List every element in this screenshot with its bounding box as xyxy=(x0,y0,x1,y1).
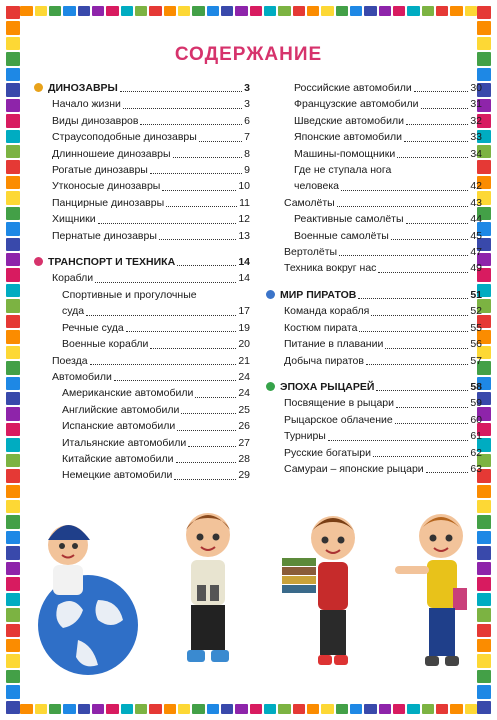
toc-section-pirates[interactable] xyxy=(266,287,482,303)
toc-item-car-1[interactable]: Английские автомобили 25 xyxy=(62,403,250,416)
toc-item-trains[interactable]: Поезда 21 xyxy=(52,354,250,367)
toc-item-tech-around[interactable]: Техника вокруг нас 49 xyxy=(284,262,482,275)
toc-item-cars[interactable]: Автомобили 24 xyxy=(52,370,250,383)
toc-item-car-2[interactable]: Испанские автомобили 26 xyxy=(62,420,250,433)
left-rainbow-border xyxy=(6,6,20,714)
toc-item-pirates-2[interactable]: Питание в плавании 56 xyxy=(284,338,482,351)
section-title: МИР ПИРАТОВ xyxy=(280,288,357,301)
books-boy-illustration xyxy=(278,510,368,680)
binocular-boy-illustration xyxy=(173,505,243,680)
page-number: 58 xyxy=(470,380,482,393)
toc-right-column xyxy=(266,80,482,477)
toc-item-knights-4[interactable]: Самураи – японские рыцари 63 xyxy=(284,462,482,475)
toc-item-sport-boats[interactable]: Спортивные и прогулочные суда 17 xyxy=(62,288,250,318)
section-title: ДИНОЗАВРЫ xyxy=(48,82,118,94)
page-number: 51 xyxy=(470,288,482,301)
page-number: 14 xyxy=(238,256,250,269)
kids-illustration xyxy=(28,505,469,680)
toc-item-car-0[interactable]: Американские автомобили 24 xyxy=(62,387,250,400)
page-title: СОДЕРЖАНИЕ xyxy=(174,44,323,65)
toc-item-dino-5[interactable]: Утконосые динозавры 10 xyxy=(52,180,250,193)
toc-item-car-4[interactable]: Китайские автомобили 28 xyxy=(62,452,250,465)
toc-item-pirates-1[interactable]: Костюм пирата 55 xyxy=(284,321,482,334)
bullet-icon xyxy=(34,83,43,92)
toc-item-helicopters[interactable]: Вертолёты 47 xyxy=(284,246,482,259)
toc-item-planes[interactable]: Самолёты 43 xyxy=(284,196,482,209)
toc-item-dino-2[interactable]: Страусоподобные динозавры 7 xyxy=(52,131,250,144)
section-title: ТРАНСПОРТ И ТЕХНИКА xyxy=(48,256,176,269)
toc-item-car-5[interactable]: Немецкие автомобили 29 xyxy=(62,469,250,482)
bullet-icon xyxy=(266,382,275,391)
toc-item-no-foot[interactable]: Где не ступала нога человека 42 xyxy=(294,164,482,193)
section-title: ЭПОХА РЫЦАРЕЙ xyxy=(280,380,375,393)
toc-item-dino-6[interactable]: Панцирные динозавры 11 xyxy=(52,196,250,209)
toc-item-river-boats[interactable]: Речные суда 19 xyxy=(62,321,250,334)
toc-section-transport[interactable] xyxy=(34,254,250,270)
toc-item-car-right-0[interactable]: Российские автомобили 30 xyxy=(294,82,482,94)
toc-item-dino-3[interactable]: Длинношеие динозавры 8 xyxy=(52,147,250,160)
toc-item-dino-1[interactable]: Виды динозавров 6 xyxy=(52,114,250,127)
page-number: 3 xyxy=(244,82,250,94)
toc-left-column xyxy=(34,80,250,484)
toc-item-dino-0[interactable]: Начало жизни 3 xyxy=(52,98,250,111)
pointing-boy-illustration xyxy=(393,508,473,680)
toc-item-jet-planes[interactable]: Реактивные самолёты 44 xyxy=(294,213,482,226)
toc-item-war-planes[interactable]: Военные самолёты 45 xyxy=(294,229,482,242)
toc-item-knights-0[interactable]: Посвящение в рыцари 59 xyxy=(284,397,482,410)
top-rainbow-border xyxy=(6,6,491,16)
toc-item-dino-4[interactable]: Рогатые динозавры 9 xyxy=(52,164,250,177)
toc-item-car-3[interactable]: Итальянские автомобили 27 xyxy=(62,436,250,449)
globe-boy-illustration xyxy=(28,510,148,680)
toc-item-pirates-0[interactable]: Команда корабля 52 xyxy=(284,305,482,318)
toc-item-car-right-2[interactable]: Шведские автомобили 32 xyxy=(294,114,482,127)
toc-item-knights-1[interactable]: Рыцарское облачение 60 xyxy=(284,413,482,426)
toc-item-car-right-3[interactable]: Японские автомобили 33 xyxy=(294,131,482,144)
toc-item-dino-7[interactable]: Хищники 12 xyxy=(52,213,250,226)
bottom-rainbow-border xyxy=(6,704,491,714)
toc-item-war-ships[interactable]: Военные корабли 20 xyxy=(62,338,250,351)
toc-item-knights-3[interactable]: Русские богатыри 62 xyxy=(284,446,482,459)
toc-item-ships[interactable]: Корабли 14 xyxy=(52,272,250,285)
toc-item-dino-8[interactable]: Пернатые динозавры 13 xyxy=(52,229,250,242)
toc-section-knights[interactable] xyxy=(266,379,482,395)
toc-item-car-right-1[interactable]: Французские автомобили 31 xyxy=(294,98,482,111)
bullet-icon xyxy=(266,290,275,299)
toc-item-car-right-4[interactable]: Машины-помощники 34 xyxy=(294,147,482,160)
bullet-icon xyxy=(34,257,43,266)
toc-section-dinosaurs[interactable] xyxy=(34,80,250,96)
toc-item-knights-2[interactable]: Турниры 61 xyxy=(284,430,482,443)
toc-item-pirates-3[interactable]: Добыча пиратов 57 xyxy=(284,354,482,367)
